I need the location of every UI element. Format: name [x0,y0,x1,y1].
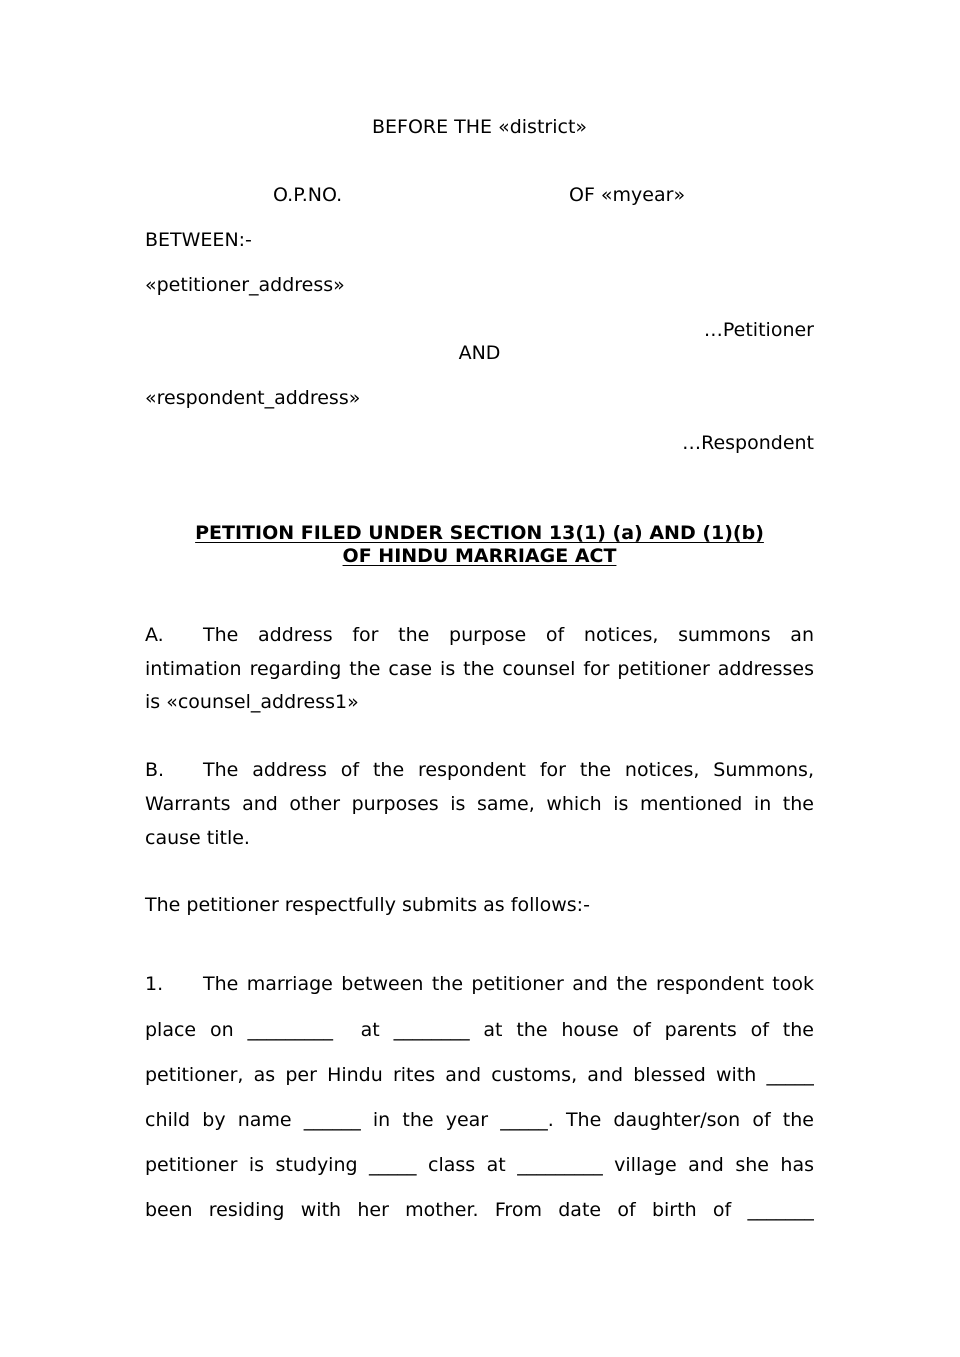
section-b-line-3: cause title. [145,827,250,849]
section-b-line-2: Warrants and other purposes is same, which is mentioned in the [145,793,814,815]
para-1-marker: 1. [145,973,164,995]
section-a-line-2: intimation regarding the case is the counsel for petitioner addresses [145,658,814,680]
section-a-marker: A. [145,624,164,646]
court-heading: BEFORE THE «district» [371,116,588,138]
section-b-marker: B. [145,759,165,781]
section-a-text-1: The address for the purpose of notices, summons an [203,624,814,646]
between-label: BETWEEN:- [145,229,252,251]
submission-statement: The petitioner respectfully submits as follows:- [145,894,590,916]
and-label: AND [458,342,501,364]
respondent-role: …Respondent [682,432,814,454]
para-1-line-5: petitioner is studying _____ class at _________ village and she has [145,1154,814,1176]
para-1-text-1: The marriage between the petitioner and the respondent took [203,973,814,995]
petition-title-line-1: PETITION FILED UNDER SECTION 13(1) (a) AND (1)(b) [195,522,764,544]
respondent-address: «respondent_address» [145,387,361,409]
section-b-text-1: The address of the respondent for the notices, Summons, [203,759,814,781]
petition-title-line-2: OF HINDU MARRIAGE ACT [342,545,617,567]
para-1-line-6: been residing with her mother. From date of birth of _______ [145,1199,814,1221]
petitioner-address: «petitioner_address» [145,274,345,296]
section-a-line-1 [145,623,814,647]
para-1-line-3: petitioner, as per Hindu rites and customs, and blessed with _____ [145,1064,814,1086]
op-number-label: O.P.NO. [273,184,343,206]
para-1-line-1 [145,972,814,996]
para-1-line-2: place on _________ at ________ at the house of parents of the [145,1019,814,1041]
section-b-line-1 [145,758,814,782]
op-year-label: OF «myear» [569,184,686,206]
para-1-line-4: child by name ______ in the year _____. The daughter/son of the [145,1109,814,1131]
section-a-line-3: is «counsel_address1» [145,691,359,713]
petitioner-role: …Petitioner [703,319,814,341]
